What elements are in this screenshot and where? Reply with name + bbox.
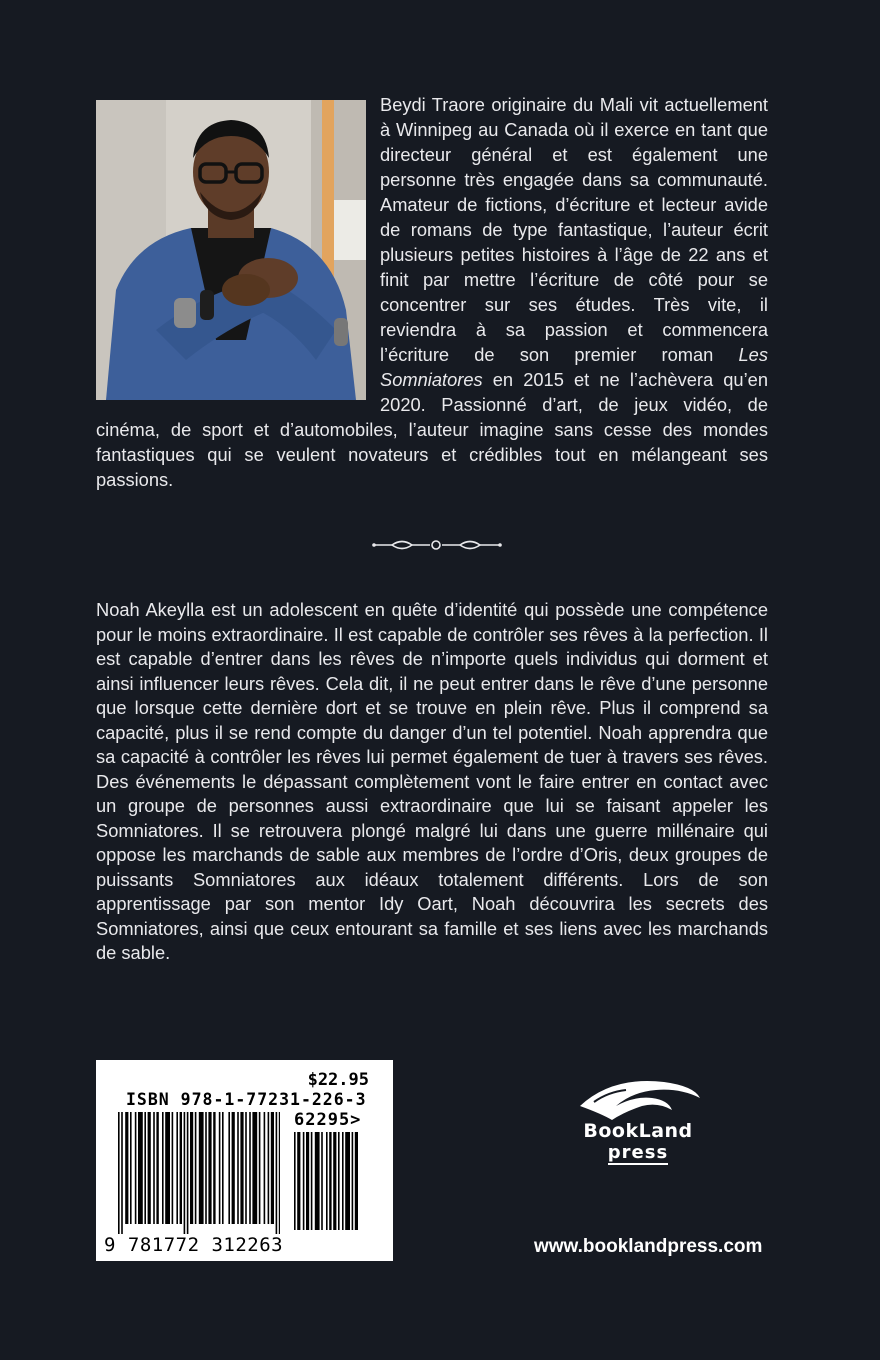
barcode-bar [176, 1112, 178, 1224]
logo-wordmark-bookland: BookLand [583, 1120, 693, 1142]
barcode-bar [190, 1112, 193, 1224]
isbn-barcode [96, 1060, 393, 1261]
ean13-digits: 9 781772 312263 [104, 1234, 284, 1256]
author-bio-text-part2: en 2015 et ne l’achèvera qu’en 2020. Passionné d’art, de jeux vidéo, de cinéma, de sport et d’automobiles, l’auteur imagine sans cesse des mondes fantastiques qui se veulent novateurs et crédibles tout en mélangeant ses passions. [96, 369, 768, 490]
barcode-bar [249, 1112, 251, 1224]
barcode-bar [165, 1112, 170, 1224]
barcode-bar [338, 1132, 340, 1230]
barcode-bar [135, 1112, 137, 1224]
barcode-bar [187, 1112, 189, 1234]
barcode-bar [213, 1112, 215, 1224]
barcode-bar [352, 1132, 354, 1230]
author-photo-illustration [96, 100, 366, 400]
barcode-bar [303, 1132, 305, 1230]
author-bio-text-part1: Beydi Traore originaire du Mali vit actuellement à Winnipeg au Canada où il exerce en tant que directeur général et est également une personne très engagée dans sa communauté. Amateur de fictions, d’écriture et lecteur avide de romans de type fantastique, l’auteur écrit plusieurs petites histoires à l’âge de 22 ans et finit par mettre l’écriture de côté pour se concentrer sur ses études. Très vite, il reviendra à sa passion et commencera l’écriture de son premier roman [380, 94, 768, 365]
barcode-bar [355, 1132, 358, 1230]
price-label: $22.95 [307, 1070, 369, 1090]
barcode-bar [264, 1112, 266, 1224]
barcode-bar [237, 1112, 239, 1224]
barcode-bar [297, 1132, 300, 1230]
barcode-bar [294, 1132, 296, 1230]
barcode-bar [232, 1112, 235, 1224]
barcode-bar [184, 1112, 186, 1234]
bookland-press-logo [572, 1072, 704, 1168]
barcode-bar [259, 1112, 261, 1224]
author-photo [96, 100, 366, 400]
barcode-bar [144, 1112, 146, 1224]
barcode-bar [195, 1112, 197, 1224]
publisher-website: www.booklandpress.com [534, 1236, 763, 1257]
barcode-bar [153, 1112, 155, 1224]
barcode-bar [240, 1112, 243, 1224]
barcode-bar [172, 1112, 174, 1224]
barcode-bar [306, 1132, 309, 1230]
barcode-bar [252, 1112, 257, 1224]
barcode-bar [329, 1132, 331, 1230]
barcode-bar [279, 1112, 280, 1234]
isbn-label: ISBN 978-1-77231-226-3 [126, 1090, 367, 1109]
ean5-bars [294, 1132, 370, 1240]
barcode-bar [162, 1112, 164, 1224]
barcode-bar [311, 1132, 313, 1230]
barcode-bar [125, 1112, 128, 1224]
barcode-bar [205, 1112, 207, 1224]
barcode-bar [276, 1112, 278, 1234]
ean5-digits: 62295> [294, 1110, 362, 1130]
book-synopsis: Noah Akeylla est un adolescent en quête d’identité qui possède une compétence pour le moins extraordinaire. Il est capable de contrôler ses rêves à la perfection. Il est capable d’entrer dans les rêves de n’importe quels individus qui dorment et ainsi influencer leurs rêves. Cela dit, il ne peut entrer dans le rêve d’une personne que lorsque cette dernière dort et se trouve en plein rêve. Plus il comprend sa capacité, plus il se rend compte du danger d’un tel potentiel. Noah apprendra que sa capacité à contrôler les rêves lui permet également de tuer à travers ses rêves. Des événements le dépassant complètement vont le faire entrer en contact avec un groupe de personnes aussi extraordinaire que lui se faisant appeler les Somniatores. Il se retrouvera plongé malgré lui dans une guerre millénaire qui oppose les marchands de sable aux membres de l’ordre d’Oris, deux groupes de puissants Somniatores aux idéaux totalement différents. Lors de son apprentissage par son mentor Idy Oart, Noah découvrira les secrets des Somniatores, ainsi que ceux entourant sa famille et ses liens avec les marchands de sable. [96, 599, 768, 963]
barcode-bar [199, 1112, 204, 1224]
barcode-bar [271, 1112, 274, 1224]
barcode-bar [130, 1112, 132, 1224]
barcode-bar [245, 1112, 247, 1224]
barcode-bar [219, 1112, 221, 1224]
barcode-bar [315, 1132, 320, 1230]
barcode-bar [326, 1132, 328, 1230]
swirl-logo-icon [572, 1072, 704, 1122]
barcode-bar [180, 1112, 182, 1224]
book-title: Les Somniatores [380, 344, 768, 390]
barcode-bar [222, 1112, 224, 1224]
barcode-bar [268, 1112, 270, 1224]
barcode-bar [208, 1112, 211, 1224]
barcode-bar [345, 1132, 350, 1230]
author-bio [96, 92, 768, 492]
barcode-bar [118, 1112, 120, 1234]
barcode-bar [228, 1112, 230, 1224]
ornament-divider-icon [372, 536, 502, 554]
barcode-bar [342, 1132, 344, 1230]
barcode-bar [121, 1112, 123, 1234]
ean13-bars [118, 1112, 280, 1234]
barcode-bar [333, 1132, 336, 1230]
barcode-bar [156, 1112, 158, 1224]
barcode-bar [148, 1112, 151, 1224]
logo-wordmark-press: press [607, 1142, 669, 1163]
barcode-bar [138, 1112, 143, 1224]
barcode-bar [321, 1132, 323, 1230]
